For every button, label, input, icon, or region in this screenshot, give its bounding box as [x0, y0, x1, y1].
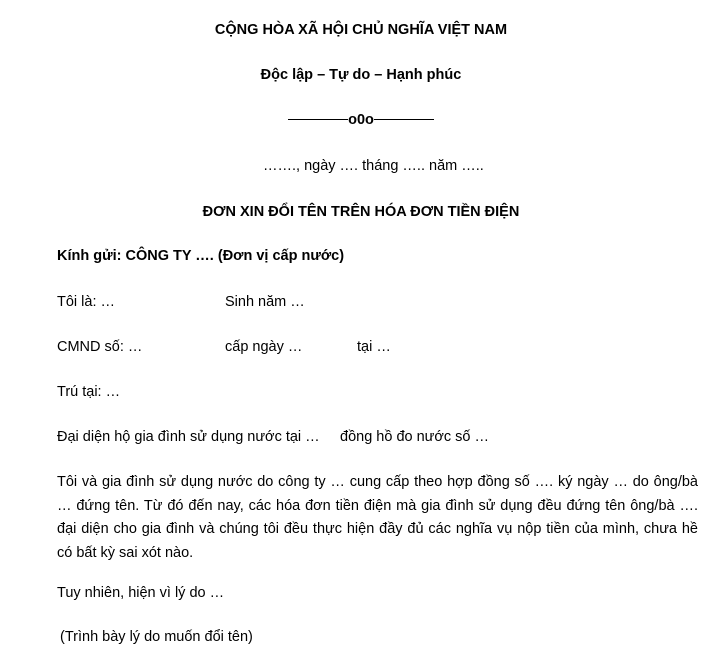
document-title: ĐƠN XIN ĐỔI TÊN TRÊN HÓA ĐƠN TIỀN ĐIỆN [202, 204, 520, 220]
representative-field: Đại diện hộ gia đình sử dụng nước tại … [57, 429, 320, 445]
residence-field: Trú tại: … [57, 384, 121, 400]
issued-place-field: tại … [357, 339, 391, 355]
reason-line: Tuy nhiên, hiện vì lý do … [57, 585, 225, 601]
recipient-line: Kính gửi: CÔNG TY …. (Đơn vị cấp nước) [57, 248, 345, 264]
meter-field: đồng hồ đo nước số … [340, 429, 490, 445]
reason-hint: (Trình bày lý do muốn đổi tên) [60, 629, 253, 645]
separator-ornament: o0o [348, 112, 374, 128]
body-paragraph: Tôi và gia đình sử dụng nước do công ty … cung cấp theo hợp đồng số …. ký ngày … do ông/bà … đứng tên. Từ đó đến nay, các hóa đơn tiền điện mà gia đình sử dụng đều đứng tên ông/bà …. đại diện cho gia đình và chúng tôi đều thực hiện đầy đủ các nghĩa vụ nộp tiền của mình, chưa hề có bất kỳ sai xót nào. [57, 474, 698, 561]
separator-line-left [288, 119, 348, 120]
id-number-field: CMND số: … [57, 339, 143, 355]
issued-date-field: cấp ngày … [225, 339, 303, 355]
motto-heading: Độc lập – Tự do – Hạnh phúc [260, 67, 462, 83]
birth-year-field: Sinh năm … [225, 294, 305, 310]
date-line: ……., ngày …. tháng ….. năm ….. [263, 158, 484, 174]
nation-heading: CỘNG HÒA XÃ HỘI CHỦ NGHĨA VIỆT NAM [214, 22, 508, 38]
separator-line-right [374, 119, 434, 120]
ornament-separator [0, 112, 722, 128]
name-field: Tôi là: … [57, 294, 116, 310]
